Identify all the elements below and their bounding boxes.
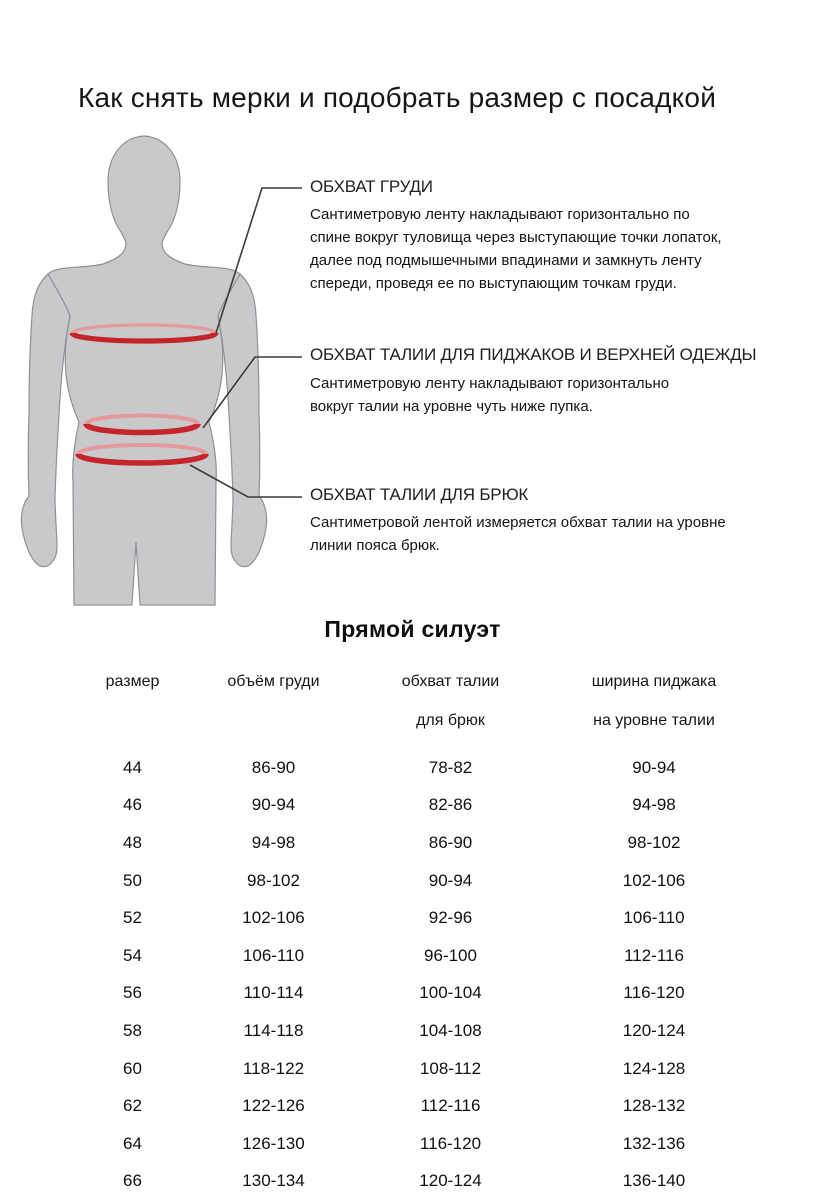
table-cell: 120-124 [622,1020,686,1040]
table-row [75,749,765,787]
jacket-waist-section-label: ОБХВАТ ТАЛИИ ДЛЯ ПИДЖАКОВ И ВЕРХНЕЙ ОДЕЖДЫ [310,345,757,364]
table-cell: 136-140 [622,1171,686,1191]
table-cell: 86-90 [251,757,296,777]
table-cell: 52 [123,908,142,928]
size-table-header-row-1 [75,662,765,701]
table-cell: 100-104 [419,983,482,1003]
jacket-waist-section-description [310,372,669,418]
table-cell: 128-132 [622,1096,686,1116]
chest-section-description [310,203,722,295]
table-cell: 130-134 [242,1171,305,1191]
column-header: объём груди [227,672,320,690]
table-cell: 102-106 [242,908,305,928]
trouser-waist-section-label: ОБХВАТ ТАЛИИ ДЛЯ БРЮК [310,485,529,504]
table-cell: 126-130 [242,1133,305,1153]
table-cell: 120-124 [419,1171,482,1191]
size-table-rows [75,749,765,1200]
description-line: спине вокруг туловища через выступающие точки лопаток, [310,229,722,246]
table-cell: 62 [123,1096,142,1116]
table-cell: 86-90 [428,832,473,852]
table-cell: 110-114 [243,983,304,1003]
table-row [75,1125,765,1163]
size-table-title: Прямой силуэт [324,616,501,642]
table-cell: 90-94 [632,757,676,777]
table-cell: 98-102 [247,870,300,890]
description-line: Сантиметровой лентой измеряется обхват талии на уровне [310,514,726,531]
description-line: вокруг талии на уровне чуть ниже пупка. [310,398,593,415]
table-cell: 116-120 [419,1133,482,1153]
table-header-spacer [75,740,765,749]
table-row [75,1163,765,1200]
size-table [75,662,765,1200]
chest-section-label: ОБХВАТ ГРУДИ [310,177,433,196]
table-cell: 108-112 [419,1058,482,1078]
column-header: для брюк [416,711,485,729]
table-cell: 112-116 [420,1096,481,1116]
table-cell: 54 [123,945,142,965]
table-cell: 60 [123,1058,142,1078]
table-cell: 58 [123,1020,142,1040]
table-cell: 98-102 [627,832,681,852]
table-cell: 82-86 [428,795,473,815]
description-line: Сантиметровую ленту накладывают горизонтально [310,375,670,392]
table-row [75,787,765,825]
table-cell: 92-96 [428,908,473,928]
table-row [75,937,765,975]
table-cell: 46 [123,795,142,815]
size-table-header-row-2 [75,701,765,740]
table-cell: 106-110 [623,908,685,928]
column-header: на уровне талии [593,711,715,729]
table-cell: 112-116 [624,945,684,965]
silhouette-right-arm [218,274,267,567]
table-row [75,824,765,862]
table-cell: 106-110 [242,945,305,965]
table-cell: 94-98 [632,795,676,815]
table-cell: 78-82 [428,757,473,777]
trouser-waist-section-description [310,511,726,557]
description-line: Сантиметровую ленту накладывают горизонтально по [310,206,690,223]
table-cell: 122-126 [242,1096,305,1116]
column-header: ширина пиджака [591,672,717,690]
table-cell: 90-94 [428,870,473,890]
table-cell: 90-94 [251,795,296,815]
silhouette-left-arm [21,274,70,567]
table-cell: 94-98 [251,832,296,852]
table-cell: 116-120 [623,983,685,1003]
table-cell: 50 [123,870,142,890]
table-cell: 96-100 [424,945,477,965]
table-cell: 44 [123,757,142,777]
table-row [75,975,765,1013]
column-header: размер [105,672,160,690]
page-title: Как снять мерки и подобрать размер с посадкой [78,82,717,113]
table-row [75,899,765,937]
silhouette-body [48,136,240,605]
table-cell: 66 [123,1171,142,1191]
table-cell: 56 [123,983,142,1003]
table-cell: 48 [123,832,142,852]
description-line: далее под подмышечными впадинами и замкнуть ленту [310,252,702,269]
table-cell: 114-118 [243,1020,304,1040]
description-line: линии пояса брюк. [310,537,440,554]
table-cell: 64 [123,1133,142,1153]
table-cell: 124-128 [622,1058,686,1078]
column-header: обхват талии [401,672,500,690]
table-row [75,1050,765,1088]
description-line: спереди, проведя ее по выступающим точкам груди. [310,275,677,292]
table-row [75,1012,765,1050]
table-cell: 102-106 [622,870,686,890]
table-cell: 118-122 [242,1058,305,1078]
table-row [75,1087,765,1125]
table-cell: 104-108 [419,1020,482,1040]
table-cell: 132-136 [622,1133,686,1153]
table-row [75,862,765,900]
